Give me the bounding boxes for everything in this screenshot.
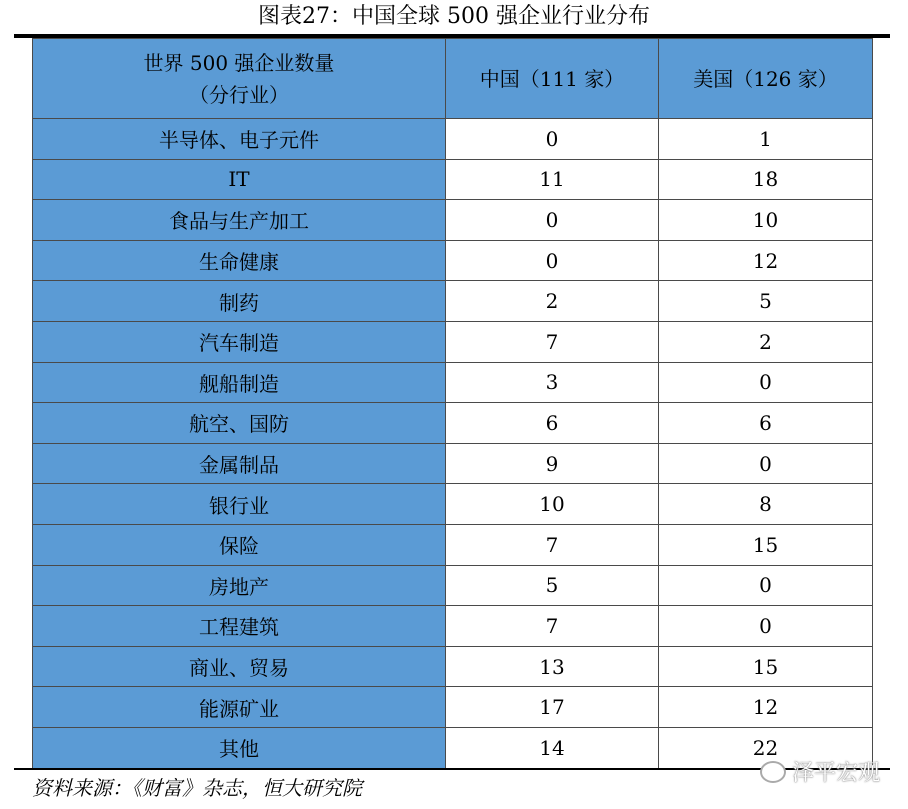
cell-china: 5 <box>446 565 659 606</box>
source-note: 资料来源：《财富》杂志，恒大研究院 <box>32 776 362 800</box>
table-row <box>33 200 873 241</box>
cell-industry: 银行业 <box>33 484 446 525</box>
table-row <box>33 687 873 728</box>
cell-china: 3 <box>446 362 659 403</box>
cell-usa: 22 <box>659 727 873 768</box>
cell-industry: 汽车制造 <box>33 321 446 362</box>
header-china: 中国（111 家） <box>446 39 659 119</box>
cell-china: 0 <box>446 200 659 241</box>
table-row <box>33 727 873 768</box>
cell-usa: 0 <box>659 362 873 403</box>
table-row <box>33 321 873 362</box>
cell-usa: 15 <box>659 646 873 687</box>
table-row <box>33 646 873 687</box>
cell-industry: 工程建筑 <box>33 606 446 647</box>
cell-usa: 2 <box>659 321 873 362</box>
cell-usa: 12 <box>659 240 873 281</box>
cell-usa: 6 <box>659 403 873 444</box>
cell-usa: 0 <box>659 565 873 606</box>
table-row <box>33 443 873 484</box>
cell-usa: 5 <box>659 281 873 322</box>
cell-china: 7 <box>446 606 659 647</box>
table-row <box>33 119 873 160</box>
cell-usa: 12 <box>659 687 873 728</box>
cell-industry: 食品与生产加工 <box>33 200 446 241</box>
watermark <box>760 756 880 787</box>
table-row <box>33 362 873 403</box>
table-row <box>33 524 873 565</box>
cell-usa: 18 <box>659 159 873 200</box>
table-row <box>33 159 873 200</box>
industry-table <box>32 38 873 769</box>
cell-industry: IT <box>33 159 446 200</box>
wechat-icon <box>760 761 786 783</box>
table-body <box>33 119 873 769</box>
bottom-rule <box>14 768 890 770</box>
cell-china: 13 <box>446 646 659 687</box>
cell-china: 10 <box>446 484 659 525</box>
cell-industry: 生命健康 <box>33 240 446 281</box>
cell-usa: 0 <box>659 443 873 484</box>
cell-industry: 半导体、电子元件 <box>33 119 446 160</box>
header-usa: 美国（126 家） <box>659 39 873 119</box>
cell-china: 11 <box>446 159 659 200</box>
cell-usa: 1 <box>659 119 873 160</box>
figure-title: 图表27：中国全球 500 强企业行业分布 <box>258 4 650 29</box>
table-row <box>33 403 873 444</box>
header-row <box>33 39 873 119</box>
table-row <box>33 606 873 647</box>
cell-industry: 制药 <box>33 281 446 322</box>
cell-industry: 能源矿业 <box>33 687 446 728</box>
cell-usa: 8 <box>659 484 873 525</box>
cell-industry: 保险 <box>33 524 446 565</box>
table-row <box>33 240 873 281</box>
cell-industry: 其他 <box>33 727 446 768</box>
cell-china: 7 <box>446 321 659 362</box>
cell-china: 2 <box>446 281 659 322</box>
cell-usa: 10 <box>659 200 873 241</box>
cell-industry: 金属制品 <box>33 443 446 484</box>
header-industry-line1: 世界 500 强企业数量 <box>143 50 335 75</box>
cell-china: 9 <box>446 443 659 484</box>
cell-industry: 舰船制造 <box>33 362 446 403</box>
header-industry-line2: （分行业） <box>189 82 289 107</box>
watermark-text: 泽平宏观 <box>791 761 880 786</box>
cell-industry: 商业、贸易 <box>33 646 446 687</box>
cell-usa: 0 <box>659 606 873 647</box>
cell-china: 0 <box>446 240 659 281</box>
cell-china: 6 <box>446 403 659 444</box>
cell-usa: 15 <box>659 524 873 565</box>
header-industry <box>33 39 446 119</box>
cell-china: 17 <box>446 687 659 728</box>
cell-industry: 房地产 <box>33 565 446 606</box>
cell-industry: 航空、国防 <box>33 403 446 444</box>
cell-china: 7 <box>446 524 659 565</box>
cell-china: 0 <box>446 119 659 160</box>
cell-china: 14 <box>446 727 659 768</box>
table-row <box>33 281 873 322</box>
table-row <box>33 484 873 525</box>
table-row <box>33 565 873 606</box>
